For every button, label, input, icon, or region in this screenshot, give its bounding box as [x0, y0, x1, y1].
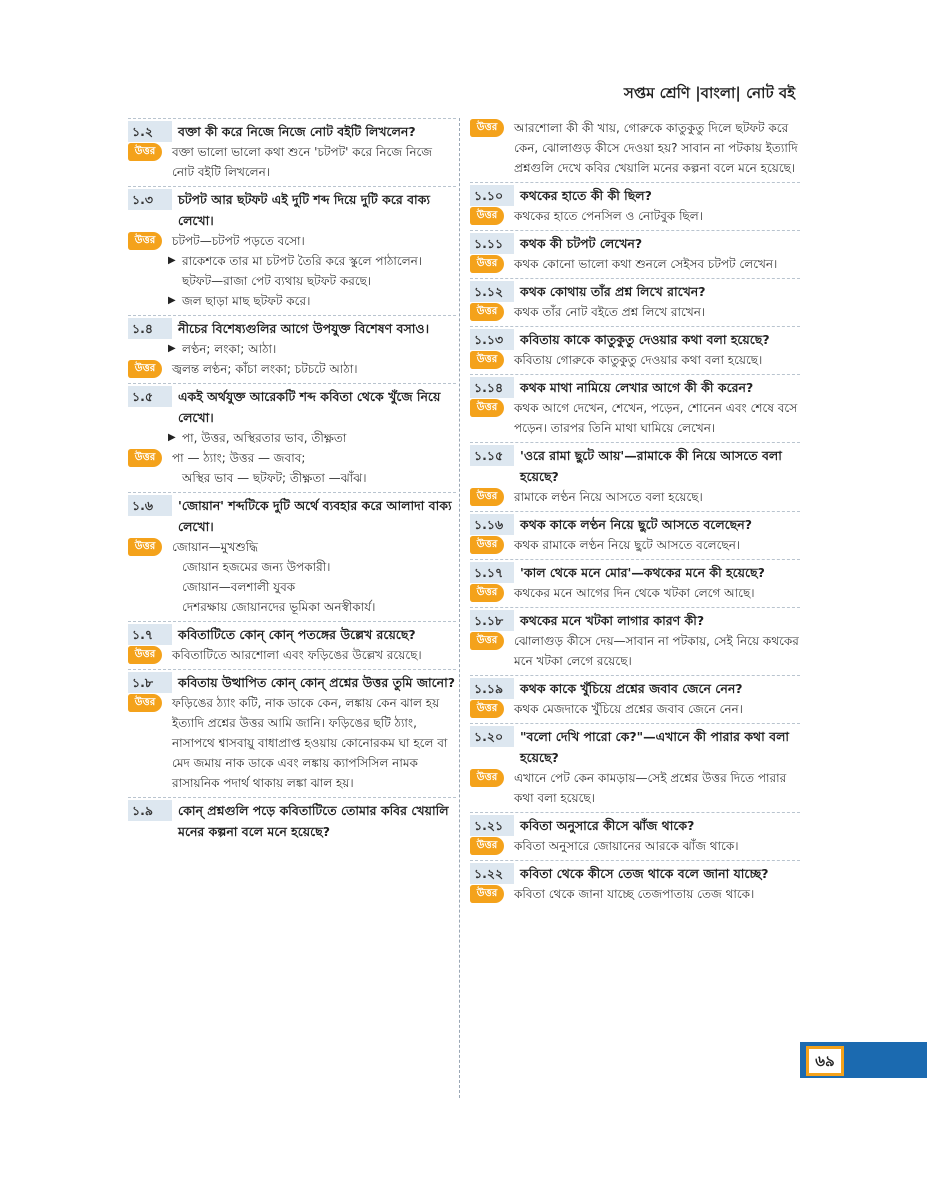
question-number: ১.২	[128, 121, 172, 142]
bullet-arrow-icon: ▶	[168, 255, 176, 266]
question-text: কথকের হাতে কী কী ছিল?	[520, 188, 652, 203]
answer-row	[128, 448, 456, 468]
answer-text: কথক কোনো ভালো কথা শুনলে সেইসব চটপট লেখেন।	[514, 257, 778, 271]
page-number: ৬৯	[806, 1046, 844, 1076]
answer-text: পা — ঠ্যাং; উত্তর — জবাব;	[172, 451, 306, 465]
question-text: 'কাল থেকে মনে মোর'—কথকের মনে কী হয়েছে?	[520, 565, 765, 580]
question-text: কবিতা থেকে কীসে তেজ থাকে বলে জানা যাচ্ছে?	[520, 866, 769, 881]
answer-text: কবিতা অনুসারে জোয়ানের আরকে ঝাঁজ থাকে।	[514, 839, 739, 853]
answer-row	[128, 645, 456, 665]
qa-item	[128, 118, 456, 182]
question-row	[128, 621, 456, 645]
answer-icon: উত্তর	[128, 232, 162, 250]
qa-item	[128, 383, 456, 488]
answer-icon: উত্তর	[470, 303, 504, 321]
answer-icon: উত্তর	[128, 449, 162, 467]
page-header: সপ্তম শ্রেণি |বাংলা| নোট বই	[623, 84, 795, 102]
answer-row	[470, 535, 800, 555]
qa-item	[470, 182, 800, 226]
answer-row	[470, 398, 800, 438]
answer-text: কবিতায় গোরুকে কাতুকুতু দেওয়ার কথা বলা হয়েছে।	[514, 353, 763, 367]
qa-item	[128, 621, 456, 665]
answer-icon: উত্তর	[470, 584, 504, 602]
bullet-text: লণ্ঠন; লংকা; আঠা।	[182, 342, 277, 356]
left-column	[128, 118, 456, 846]
question-number: ১.২২	[470, 863, 514, 884]
answer-icon: উত্তর	[470, 700, 504, 718]
bullet-text: পা, উত্তর, অস্থিরতার ভাব, তীক্ষ্ণতা	[182, 431, 347, 445]
qa-item	[128, 797, 456, 842]
answer-icon: উত্তর	[470, 885, 504, 903]
answer-text: কথকের মনে আগের দিন থেকে খটকা লেগে আছে।	[514, 586, 755, 600]
answer-text: কথক আগে দেখেন, শেখেন, পড়েন, শোনেন এবং শেষে বসে পড়েন। তারপর তিনি মাথা ঘামিয়ে লেখেন।	[514, 401, 798, 435]
question-text: "বলো দেখি পারো কে?"—এখানে কী পারার কথা বলা হয়েছে?	[520, 729, 790, 765]
question-number: ১.১২	[470, 281, 514, 302]
question-number: ১.২০	[470, 726, 514, 747]
question-text: 'জোয়ান' শব্দটিকে দুটি অর্থে ব্যবহার করে আলাদা বাক্য লেখো।	[178, 498, 452, 534]
answer-row	[128, 359, 456, 379]
question-number: ১.৮	[128, 672, 172, 693]
question-text: চটপট আর ছটফট এই দুটি শব্দ দিয়ে দুটি করে বাক্য লেখো।	[178, 192, 431, 228]
answer-row	[128, 537, 456, 557]
question-number: ১.১৮	[470, 610, 514, 631]
question-row	[128, 797, 456, 842]
question-text: 'ওরে রামা ছুটে আয়'—রামাকে কী নিয়ে আসতে বলা হয়েছে?	[520, 448, 782, 484]
qa-item	[470, 230, 800, 274]
qa-item	[470, 607, 800, 671]
question-text: কথক মাথা নামিয়ে লেখার আগে কী কী করেন?	[520, 380, 754, 395]
question-text: কবিতাটিতে কোন্ কোন্ পতঙ্গের উল্লেখ রয়েছে?	[178, 627, 416, 642]
question-text: কথক কোথায় তাঁর প্রশ্ন লিখে রাখেন?	[520, 284, 706, 299]
answer-line: দেশরক্ষায় জোয়ানদের ভূমিকা অনস্বীকার্য।	[182, 600, 376, 614]
answer-row	[470, 118, 800, 178]
answer-icon: উত্তর	[470, 769, 504, 787]
question-row	[470, 511, 800, 535]
question-row	[470, 723, 800, 768]
qa-item	[470, 278, 800, 322]
qa-item	[470, 442, 800, 507]
answer-text: কথক তাঁর নোট বইতে প্রশ্ন লিখে রাখেন।	[514, 305, 706, 319]
qa-item	[128, 492, 456, 617]
question-number: ১.৭	[128, 624, 172, 645]
answer-line: ছটফট—রাজা পেট ব্যথায় ছটফট করছে।	[182, 274, 372, 288]
answer-text: বক্তা ভালো ভালো কথা শুনে 'চটপট' করে নিজে নিজে নোট বইটি লিখলেন।	[172, 145, 433, 179]
answer-icon: উত্তর	[470, 255, 504, 273]
question-row	[128, 118, 456, 142]
answer-text: কথক মেজদাকে খুঁচিয়ে প্রশ্নের জবাব জেনে নেন।	[514, 702, 743, 716]
answer-icon: উত্তর	[128, 646, 162, 664]
bullet-item	[128, 428, 456, 448]
bullet-arrow-icon: ▶	[168, 432, 176, 443]
question-row	[128, 383, 456, 428]
answer-row	[470, 583, 800, 603]
question-number: ১.১৩	[470, 329, 514, 350]
question-number: ১.১১	[470, 233, 514, 254]
question-text: কথক কাকে খুঁচিয়ে প্রশ্নের জবাব জেনে নেন?	[520, 681, 743, 696]
question-text: কবিতা অনুসারে কীসে ঝাঁজ থাকে?	[520, 818, 695, 833]
question-row	[470, 326, 800, 350]
answer-icon: উত্তর	[470, 488, 504, 506]
question-number: ১.১৫	[470, 445, 514, 466]
bullet-text: জল ছাড়া মাছ ছটফট করে।	[182, 294, 311, 308]
question-number: ১.২১	[470, 815, 514, 836]
answer-row	[128, 142, 456, 182]
qa-item	[470, 860, 800, 904]
question-number: ১.৫	[128, 386, 172, 407]
qa-item	[470, 812, 800, 856]
answer-row	[470, 768, 800, 808]
question-number: ১.১৪	[470, 377, 514, 398]
answer-row	[470, 206, 800, 226]
answer-line: অস্থির ভাব — ছটফট; তীক্ষ্ণতা —ঝাঁঝ।	[182, 471, 367, 485]
answer-text: ফড়িঙের ঠ্যাং কটি, নাক ডাকে কেন, লঙ্কায় কেন ঝাল হয় ইত্যাদি প্রশ্নের উত্তর আমি জানি। ফড়িঙের ছটি ঠ্যাং, নাসাপথে শ্বাসবায়ু বাধাপ্রাপ্ত হওয়ায় কোনোরকম ঘা হলে বা মেদ জমায় নাক ডাকে এবং লঙ্কায় ক্যাপসিসিল নামক রাসায়নিক পদার্থ থাকায় লঙ্কা ঝাল হয়।	[172, 696, 448, 790]
answer-icon: উত্তর	[470, 837, 504, 855]
answer-text: কথকের হাতে পেনসিল ও নোটবুক ছিল।	[514, 209, 704, 223]
answer-line: জোয়ান—বলশালী যুবক	[182, 580, 296, 594]
answer-row	[470, 631, 800, 671]
question-text: কোন্ প্রশ্নগুলি পড়ে কবিতাটিতে তোমার কবির খেয়ালি মনের কল্পনা বলে মনে হয়েছে?	[178, 803, 449, 839]
question-row	[470, 607, 800, 631]
qa-item	[470, 675, 800, 719]
question-row	[128, 315, 456, 339]
answer-text: আরশোলা কী কী খায়, গোরুকে কাতুকুতু দিলে ছটফট করে কেন, ঝোলাগুড় কীসে দেওয়া হয়? সাবান না পটকায় ইত্যাদি প্রশ্নগুলি দেখে কবির খেয়ালি মনের কল্পনা বলে মনে হয়েছে।	[514, 121, 798, 175]
answer-icon: উত্তর	[470, 536, 504, 554]
question-text: কবিতায় উত্থাপিত কোন্ কোন্ প্রশ্নের উত্তর তুমি জানো?	[178, 675, 456, 690]
bullet-item	[128, 339, 456, 359]
qa-item	[128, 315, 456, 379]
answer-icon: উত্তর	[470, 207, 504, 225]
qa-item	[470, 723, 800, 808]
question-number: ১.৪	[128, 318, 172, 339]
answer-text: ঝোলাগুড় কীসে দেয়—সাবান না পটকায়, সেই নিয়ে কথকের মনে খটকা লেগে রয়েছে।	[514, 634, 799, 668]
question-number: ১.১৭	[470, 562, 514, 583]
question-number: ১.১০	[470, 185, 514, 206]
bullet-item	[128, 251, 456, 271]
answer-text: জ্বলন্ত লণ্ঠন; কাঁচা লংকা; চটচটে আঠা।	[172, 362, 358, 376]
question-text: বক্তা কী করে নিজে নিজে নোট বইটি লিখলেন?	[178, 124, 416, 139]
answer-text: চটপট—চটপট পড়তে বসো।	[172, 234, 305, 248]
question-number: ১.৬	[128, 495, 172, 516]
answer-icon: উত্তর	[470, 351, 504, 369]
answer-text: রামাকে লণ্ঠন নিয়ে আসতে বলা হয়েছে।	[514, 490, 703, 504]
question-row	[470, 559, 800, 583]
question-row	[470, 860, 800, 884]
question-row	[470, 374, 800, 398]
question-text: কথক কাকে লণ্ঠন নিয়ে ছুটে আসতে বলেছেন?	[520, 517, 752, 532]
question-text: কথক কী চটপট লেখেন?	[520, 236, 643, 251]
bullet-arrow-icon: ▶	[168, 295, 176, 306]
question-row	[470, 442, 800, 487]
answer-text: কবিতাটিতে আরশোলা এবং ফড়িঙের উল্লেখ রয়েছে।	[172, 648, 422, 662]
right-column	[470, 118, 800, 908]
qa-item	[470, 374, 800, 438]
question-row	[128, 492, 456, 537]
question-text: কবিতায় কাকে কাতুকুতু দেওয়ার কথা বলা হয়েছে?	[520, 332, 770, 347]
answer-row	[128, 693, 456, 793]
question-row	[128, 186, 456, 231]
question-text: কথকের মনে খটকা লাগার কারণ কী?	[520, 613, 705, 628]
qa-item	[128, 669, 456, 793]
answer-icon: উত্তর	[470, 632, 504, 650]
answer-icon: উত্তর	[128, 538, 162, 556]
answer-text: এখানে পেট কেন কামড়ায়—সেই প্রশ্নের উত্তর দিতে পারার কথা বলা হয়েছে।	[514, 771, 787, 805]
question-text: নীচের বিশেষ্যগুলির আগে উপযুক্ত বিশেষণ বসাও।	[178, 321, 430, 336]
question-number: ১.৩	[128, 189, 172, 210]
column-divider	[459, 118, 460, 1098]
question-row	[470, 812, 800, 836]
answer-icon: উত্তর	[128, 143, 162, 161]
answer-row	[470, 487, 800, 507]
answer-text: জোয়ান—মুখশুদ্ধি	[172, 540, 258, 554]
answer-row	[470, 699, 800, 719]
answer-row	[470, 884, 800, 904]
bullet-arrow-icon: ▶	[168, 343, 176, 354]
answer-row	[470, 302, 800, 322]
question-number: ১.১৯	[470, 678, 514, 699]
bullet-item	[128, 291, 456, 311]
answer-icon: উত্তর	[128, 360, 162, 378]
question-text: একই অর্থযুক্ত আরেকটি শব্দ কবিতা থেকে খুঁজে নিয়ে লেখো।	[178, 389, 441, 425]
question-row	[470, 182, 800, 206]
answer-row	[470, 836, 800, 856]
answer-icon: উত্তর	[470, 399, 504, 417]
answer-row	[128, 231, 456, 251]
question-number: ১.১৬	[470, 514, 514, 535]
answer-line: জোয়ান হজমের জন্য উপকারী।	[182, 560, 331, 574]
qa-item	[470, 118, 800, 178]
qa-item	[470, 511, 800, 555]
question-row	[470, 230, 800, 254]
answer-row	[470, 350, 800, 370]
question-row	[128, 669, 456, 693]
qa-item	[470, 326, 800, 370]
qa-item	[470, 559, 800, 603]
answer-row	[470, 254, 800, 274]
qa-item	[128, 186, 456, 311]
bullet-text: রাকেশকে তার মা চটপট তৈরি করে স্কুলে পাঠালেন।	[182, 254, 423, 268]
question-row	[470, 675, 800, 699]
answer-icon: উত্তর	[470, 119, 504, 137]
question-row	[470, 278, 800, 302]
answer-text: কবিতা থেকে জানা যাচ্ছে তেজপাতায় তেজ থাকে।	[514, 887, 755, 901]
answer-text: কথক রামাকে লণ্ঠন নিয়ে ছুটে আসতে বলেছেন।	[514, 538, 741, 552]
question-number: ১.৯	[128, 800, 172, 821]
answer-icon: উত্তর	[128, 694, 162, 712]
